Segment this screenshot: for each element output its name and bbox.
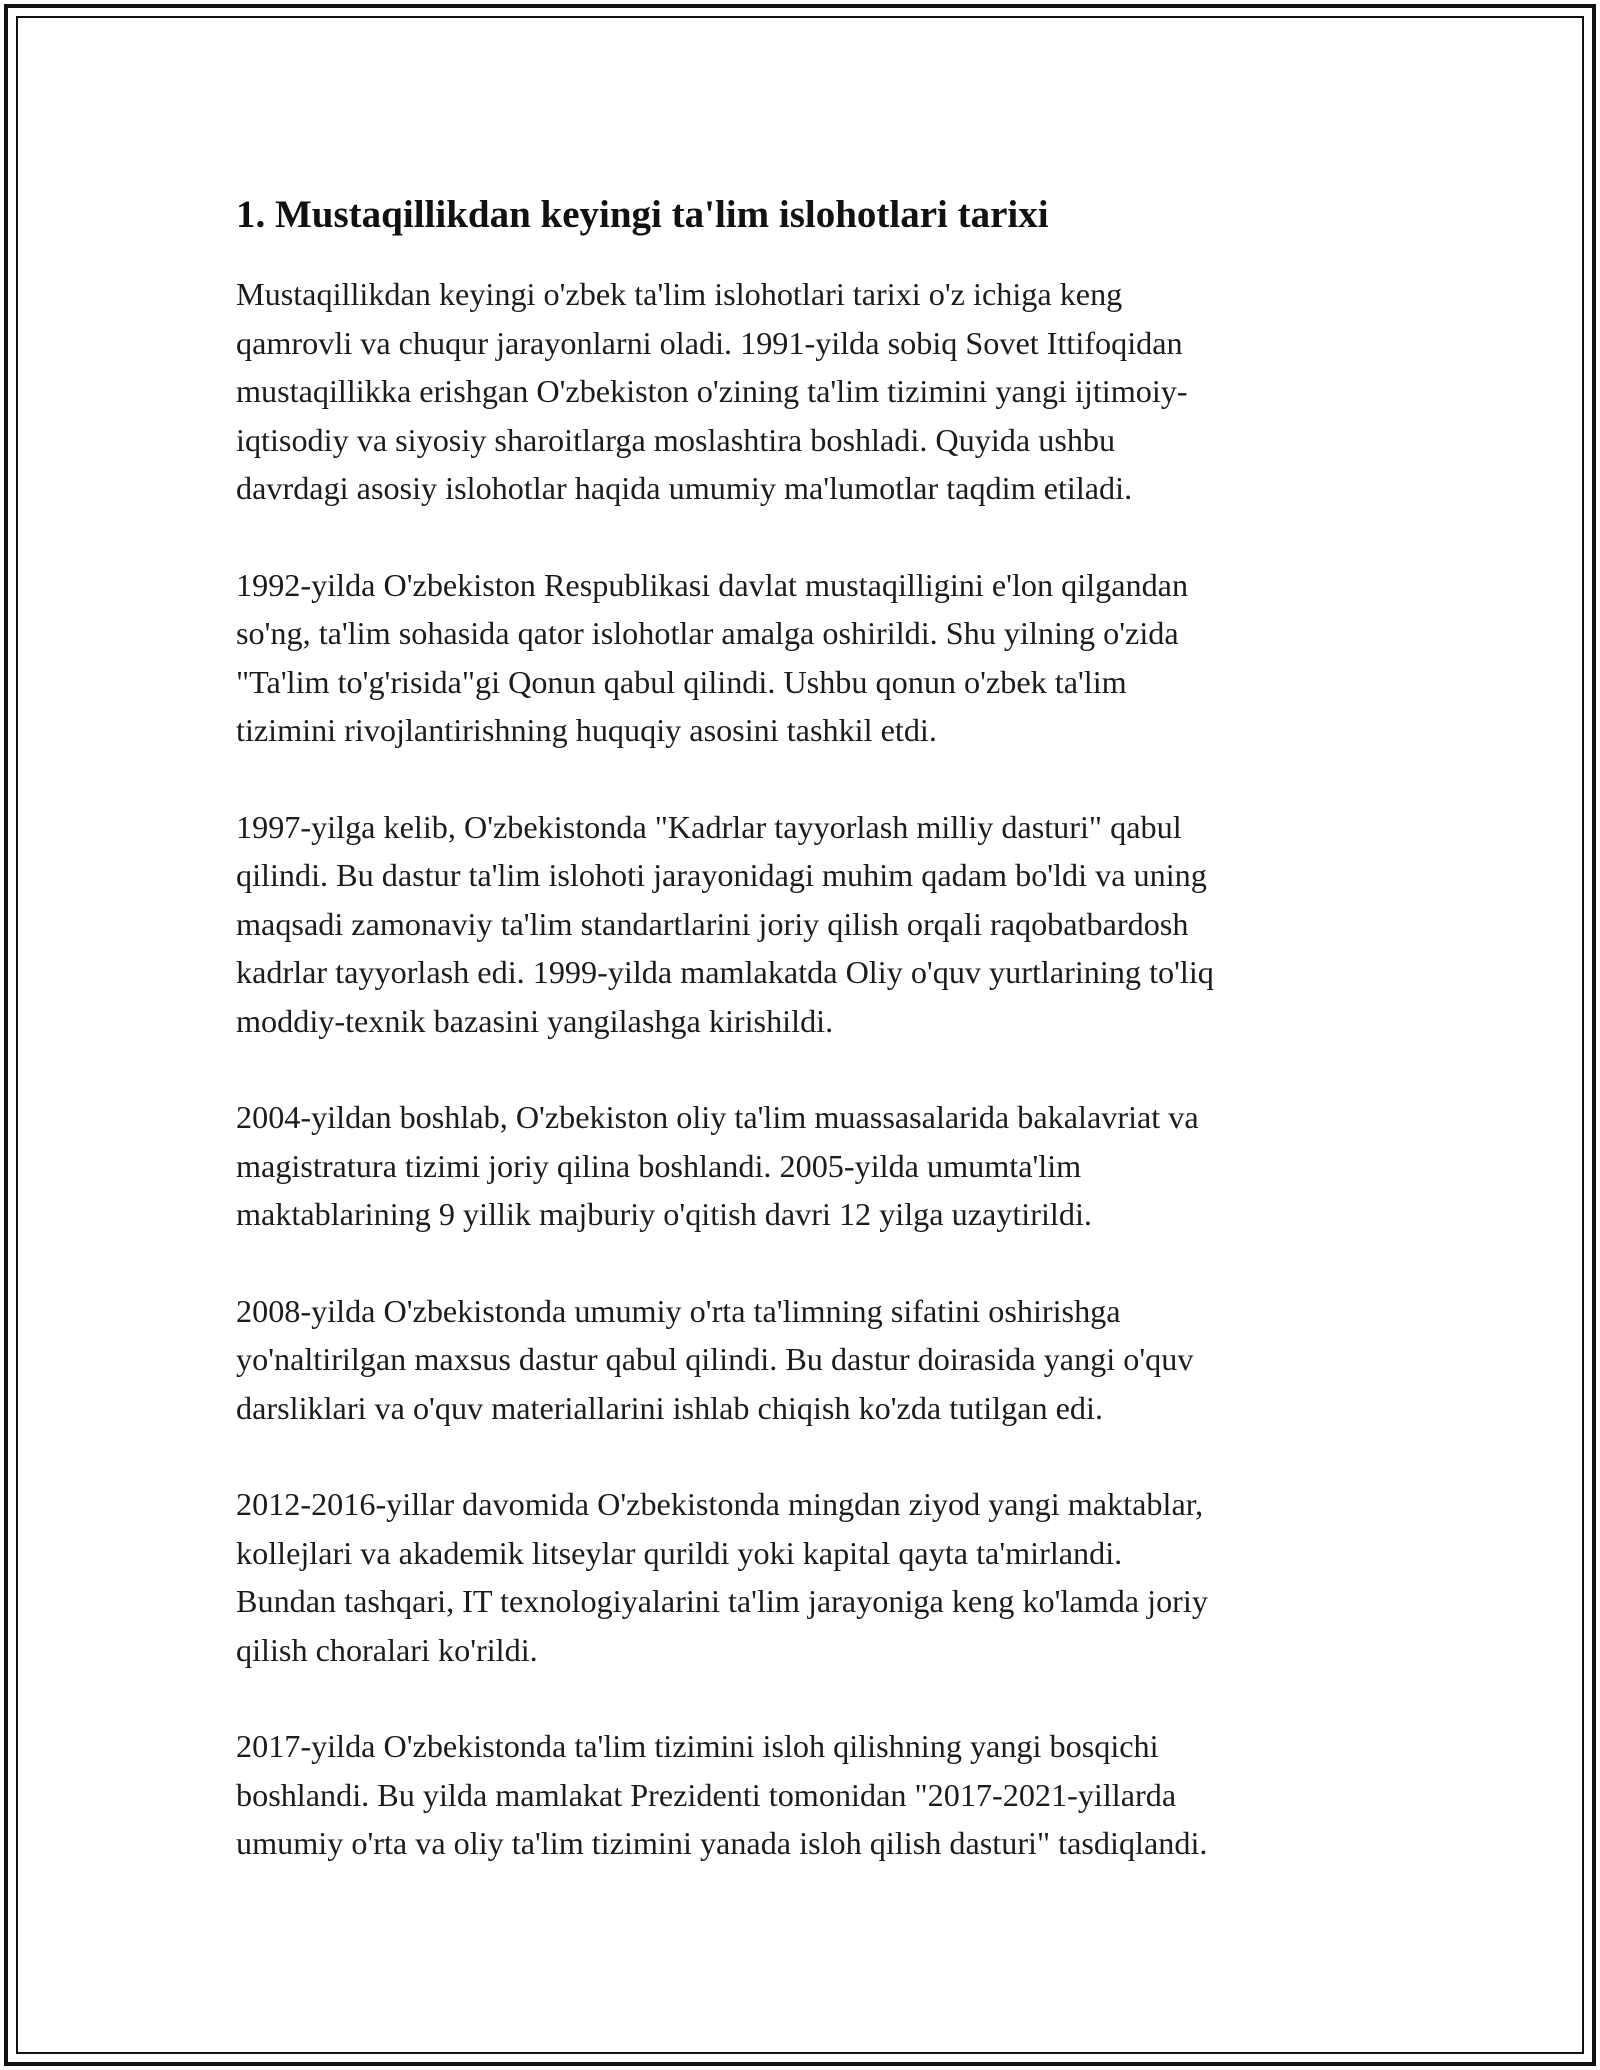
text-line: Mustaqillikdan keyingi o'zbek ta'lim islohotlari tarixi o'z ichiga keng (236, 276, 1123, 312)
paragraph-2004 (236, 1093, 1366, 1239)
text-line: kollejlari va akademik litseylar qurildi yoki kapital qayta ta'mirlandi. (236, 1534, 1123, 1571)
text-line: qilish choralari ko'rildi. (236, 1631, 538, 1668)
paragraph-intro (236, 270, 1366, 513)
text-line: yo'naltirilgan maxsus dastur qabul qilindi. Bu dastur doirasida yangi o'quv (236, 1341, 1194, 1377)
text-line: maktablarining 9 yillik majburiy o'qitish davri 12 yilga uzaytirildi. (236, 1196, 1092, 1232)
text-line: umumiy o'rta va oliy ta'lim tizimini yanada isloh qilish dasturi" tasdiqlandi. (236, 1825, 1208, 1861)
text-line: darsliklari va o'quv materiallarini ishlab chiqish ko'zda tutilgan edi. (236, 1389, 1104, 1426)
text-line: kadrlar tayyorlash edi. 1999-yilda mamlakatda Oliy o'quv yurtlarining to'liq (236, 954, 1214, 990)
text-line: so'ng, ta'lim sohasida qator islohotlar amalga oshirildi. Shu yilning o'zida (236, 615, 1179, 651)
text-line: iqtisodiy va siyosiy sharoitlarga moslashtira boshladi. Quyida ushbu (236, 421, 1116, 458)
text-line: 2012-2016-yillar davomida O'zbekistonda mingdan ziyod yangi maktablar, (236, 1486, 1204, 1522)
text-line: Bundan tashqari, IT texnologiyalarini ta'lim jarayoniga keng ko'lamda joriy (236, 1583, 1208, 1619)
text-line: qamrovli va chuqur jarayonlarni oladi. 1991-yilda sobiq Sovet Ittifoqidan (236, 324, 1183, 361)
text-line: 1992-yilda O'zbekiston Respublikasi davlat mustaqilligini e'lon qilgandan (236, 566, 1189, 603)
text-line: maqsadi zamonaviy ta'lim standartlarini joriy qilish orqali raqobatbardosh (236, 905, 1189, 942)
text-line: 1997-yilga kelib, O'zbekistonda "Kadrlar tayyorlash milliy dasturi" qabul (236, 808, 1182, 845)
text-line: mustaqillikka erishgan O'zbekiston o'zining ta'lim tizimini yangi ijtimoiy- (236, 373, 1188, 409)
text-line: boshlandi. Bu yilda mamlakat Prezidenti tomonidan "2017-2021-yillarda (236, 1776, 1177, 1813)
text-line: 2017-yilda O'zbekistonda ta'lim tizimini isloh qilishning yangi bosqichi (236, 1728, 1159, 1764)
text-line: davrdagi asosiy islohotlar haqida umumiy ma'lumotlar taqdim etiladi. (236, 470, 1133, 506)
paragraph-1992 (236, 561, 1366, 755)
text-line: moddiy-texnik bazasini yangilashga kirishildi. (236, 1002, 834, 1039)
paragraph-2008 (236, 1287, 1366, 1433)
paragraph-1997 (236, 803, 1366, 1046)
paragraph-2017 (236, 1722, 1366, 1868)
text-line: qilindi. Bu dastur ta'lim islohoti jarayonidagi muhim qadam bo'ldi va uning (236, 857, 1207, 893)
document-body (236, 188, 1366, 1916)
paragraph-2012-2016 (236, 1480, 1366, 1674)
text-line: 2008-yilda O'zbekistonda umumiy o'rta ta'limning sifatini oshirishga (236, 1292, 1121, 1329)
section-heading: 1. Mustaqillikdan keyingi ta'lim islohotlari tarixi (236, 193, 1049, 236)
text-line: magistratura tizimi joriy qilina boshlandi. 2005-yilda umumta'lim (236, 1147, 1082, 1184)
text-line: tizimini rivojlantirishning huquqiy asosini tashkil etdi. (236, 712, 937, 748)
text-line: 2004-yildan boshlab, O'zbekiston oliy ta'lim muassasalarida bakalavriat va (236, 1099, 1199, 1135)
text-line: "Ta'lim to'g'risida"gi Qonun qabul qilindi. Ushbu qonun o'zbek ta'lim (236, 663, 1127, 700)
